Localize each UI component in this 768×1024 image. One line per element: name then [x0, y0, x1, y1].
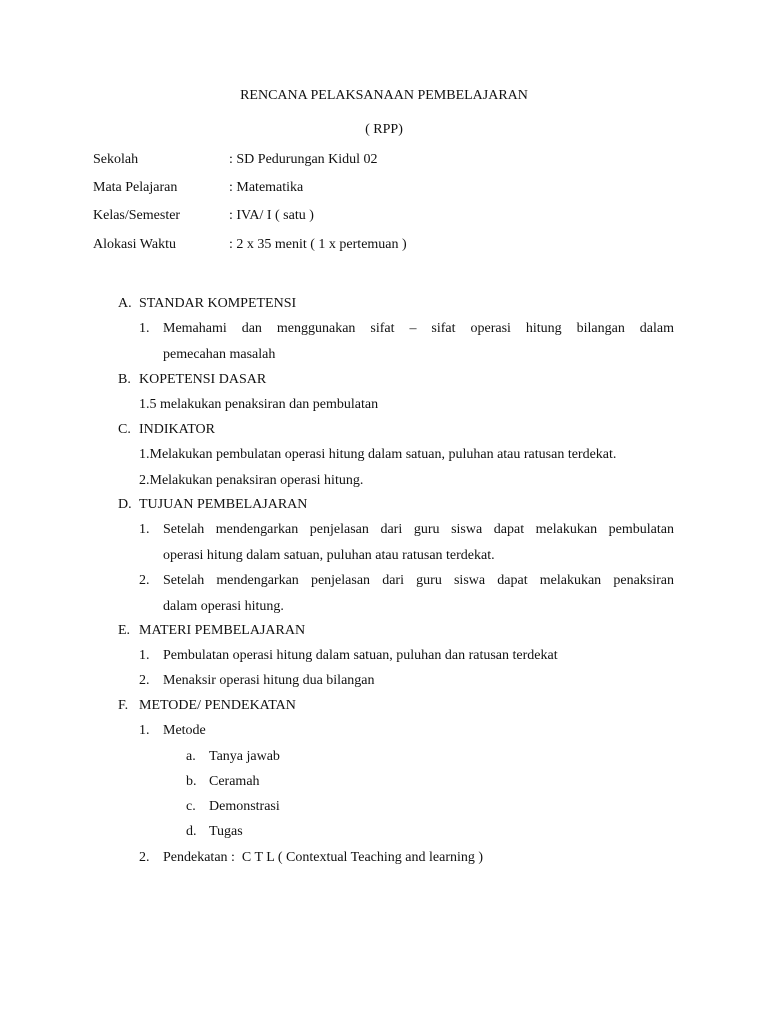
- section-f-letter: F.: [118, 698, 129, 713]
- method-a-text: Tanya jawab: [209, 749, 280, 764]
- section-c-line-2: 2.Melakukan penaksiran operasi hitung.: [139, 473, 364, 488]
- section-c-letter: C.: [118, 422, 131, 437]
- section-a-letter: A.: [118, 296, 132, 311]
- identity-value-time: : 2 x 35 menit ( 1 x pertemuan ): [229, 237, 407, 252]
- section-f-item2-number: 2.: [139, 850, 150, 865]
- identity-value-school: : SD Pedurungan Kidul 02: [229, 152, 378, 167]
- section-d-item1-line2: operasi hitung dalam satuan, puluhan atau ratusan terdekat.: [163, 548, 495, 563]
- section-c-line-1: 1.Melakukan pembulatan operasi hitung dalam satuan, puluhan atau ratusan terdekat.: [139, 447, 617, 462]
- section-f-item2-text: Pendekatan : C T L ( Contextual Teaching and learning ): [163, 850, 484, 865]
- identity-label-school: Sekolah: [93, 152, 139, 167]
- section-e-letter: E.: [118, 623, 131, 638]
- section-d-item2-line2: dalam operasi hitung.: [163, 599, 284, 614]
- document-title: RENCANA PELAKSANAAN PEMBELAJARAN: [240, 88, 528, 103]
- method-d-text: Tugas: [209, 824, 243, 839]
- method-c-text: Demonstrasi: [209, 799, 280, 814]
- section-a-item-line1: Memahami dan menggunakan sifat – sifat operasi hitung bilangan dalam: [163, 321, 674, 336]
- section-b-text: 1.5 melakukan penaksiran dan pembulatan: [139, 397, 379, 412]
- section-f-item1-text: Metode: [163, 723, 206, 738]
- section-d-item1-line1: Setelah mendengarkan penjelasan dari guru siswa dapat melakukan pembulatan: [163, 522, 674, 537]
- section-f-heading: METODE/ PENDEKATAN: [139, 698, 296, 713]
- section-b-letter: B.: [118, 372, 131, 387]
- method-d-letter: d.: [186, 824, 197, 839]
- section-e-item2-text: Menaksir operasi hitung dua bilangan: [163, 673, 375, 688]
- section-e-item1-number: 1.: [139, 648, 150, 663]
- identity-value-class: : IVA/ I ( satu ): [229, 208, 314, 223]
- section-e-item1-text: Pembulatan operasi hitung dalam satuan, puluhan dan ratusan terdekat: [163, 648, 558, 663]
- section-d-letter: D.: [118, 497, 132, 512]
- document-subtitle: ( RPP): [365, 122, 403, 137]
- section-b-heading: KOPETENSI DASAR: [139, 372, 267, 387]
- identity-label-class: Kelas/Semester: [93, 208, 181, 223]
- identity-label-subject: Mata Pelajaran: [93, 180, 178, 195]
- section-e-heading: MATERI PEMBELAJARAN: [139, 623, 306, 638]
- method-a-letter: a.: [186, 749, 196, 764]
- identity-label-time: Alokasi Waktu: [93, 237, 176, 252]
- method-c-letter: c.: [186, 799, 196, 814]
- section-e-item2-number: 2.: [139, 673, 150, 688]
- section-c-heading: INDIKATOR: [139, 422, 215, 437]
- method-b-letter: b.: [186, 774, 197, 789]
- section-d-item2-line1: Setelah mendengarkan penjelasan dari guru siswa dapat melakukan penaksiran: [163, 573, 674, 588]
- section-d-item1-number: 1.: [139, 522, 150, 537]
- identity-value-subject: : Matematika: [229, 180, 304, 195]
- section-a-heading: STANDAR KOMPETENSI: [139, 296, 297, 311]
- method-b-text: Ceramah: [209, 774, 260, 789]
- section-a-item-number: 1.: [139, 321, 150, 336]
- section-d-item2-number: 2.: [139, 573, 150, 588]
- section-d-heading: TUJUAN PEMBELAJARAN: [139, 497, 308, 512]
- section-f-item1-number: 1.: [139, 723, 150, 738]
- section-a-item-line2: pemecahan masalah: [163, 347, 276, 362]
